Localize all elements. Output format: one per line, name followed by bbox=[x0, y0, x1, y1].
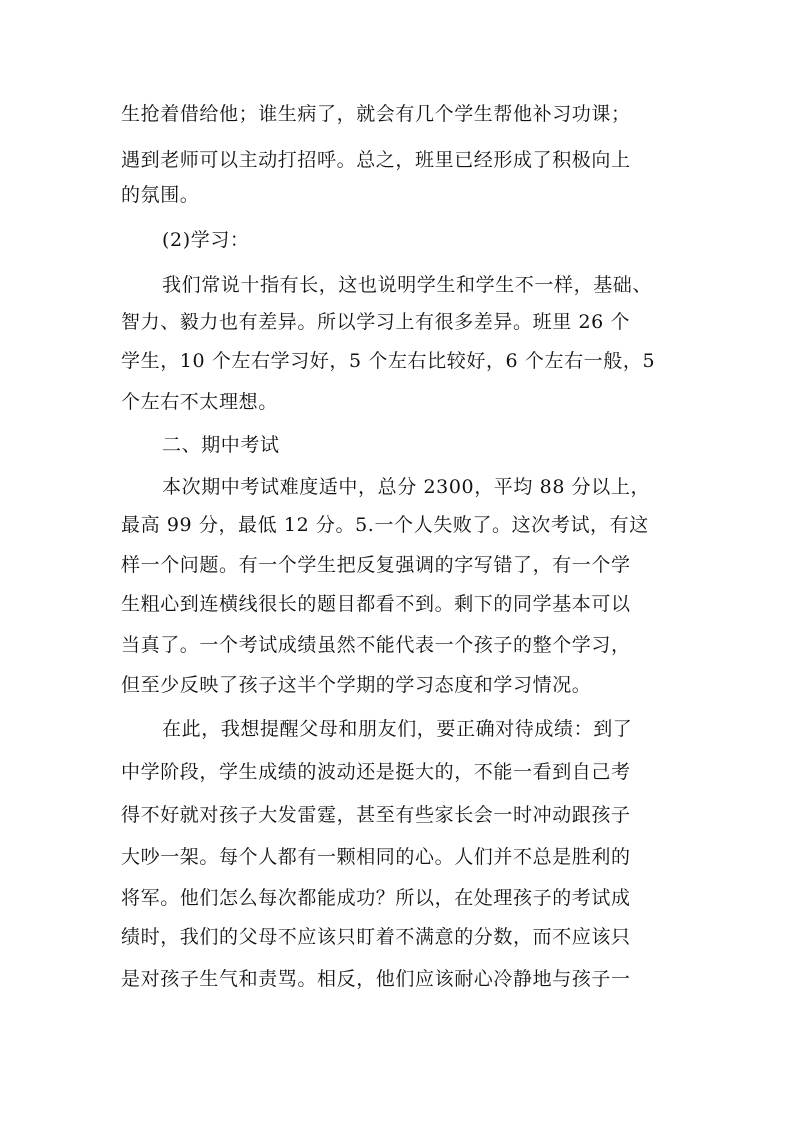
section-heading: 二、期中考试 bbox=[162, 434, 280, 456]
text-line: 生粗心到连横线很长的题目都看不到。剩下的同学基本可以 bbox=[121, 593, 631, 615]
text-line: 但至少反映了孩子这半个学期的学习态度和学习情况。 bbox=[121, 674, 592, 696]
text-line: 个左右不太理想。 bbox=[121, 391, 278, 413]
text-line: 当真了。一个考试成绩虽然不能代表一个孩子的整个学习， bbox=[121, 634, 631, 656]
text-line: 在此，我想提醒父母和朋友们，要正确对待成绩：到了 bbox=[162, 718, 633, 740]
text-line: 样一个问题。有一个学生把反复强调的字写错了，有一个学 bbox=[121, 554, 631, 576]
text-line: 遇到老师可以主动打招呼。总之，班里已经形成了积极向上 bbox=[121, 149, 631, 171]
text-line: 绩时，我们的父母不应该只盯着不满意的分数，而不应该只 bbox=[121, 926, 631, 948]
text-line: 智力、毅力也有差异。所以学习上有很多差异。班里 26 个 bbox=[121, 311, 631, 333]
text-line: 得不好就对孩子大发雷霆，甚至有些家长会一时冲动跟孩子 bbox=[121, 804, 631, 826]
text-line: 中学阶段，学生成绩的波动还是挺大的，不能一看到自己考 bbox=[121, 761, 631, 783]
text-line: 是对孩子生气和责骂。相反，他们应该耐心冷静地与孩子一 bbox=[121, 968, 631, 990]
text-line: 大吵一架。每个人都有一颗相同的心。人们并不总是胜利的 bbox=[121, 846, 631, 868]
subsection-heading: (2)学习： bbox=[162, 229, 250, 251]
text-line: 的氛围。 bbox=[121, 184, 200, 206]
text-line: 我们常说十指有长，这也说明学生和学生不一样，基础、 bbox=[162, 274, 653, 296]
text-line: 将军。他们怎么每次都能成功？所以，在处理孩子的考试成 bbox=[121, 887, 631, 909]
text-line: 最高 99 分，最低 12 分。5.一个人失败了。这次考试，有这 bbox=[121, 514, 649, 536]
text-line: 学生，10 个左右学习好，5 个左右比较好，6 个左右一般，5 bbox=[121, 350, 656, 372]
text-line: 生抢着借给他；谁生病了，就会有几个学生帮他补习功课； bbox=[121, 103, 631, 125]
text-line: 本次期中考试难度适中，总分 2300，平均 88 分以上， bbox=[162, 476, 651, 498]
